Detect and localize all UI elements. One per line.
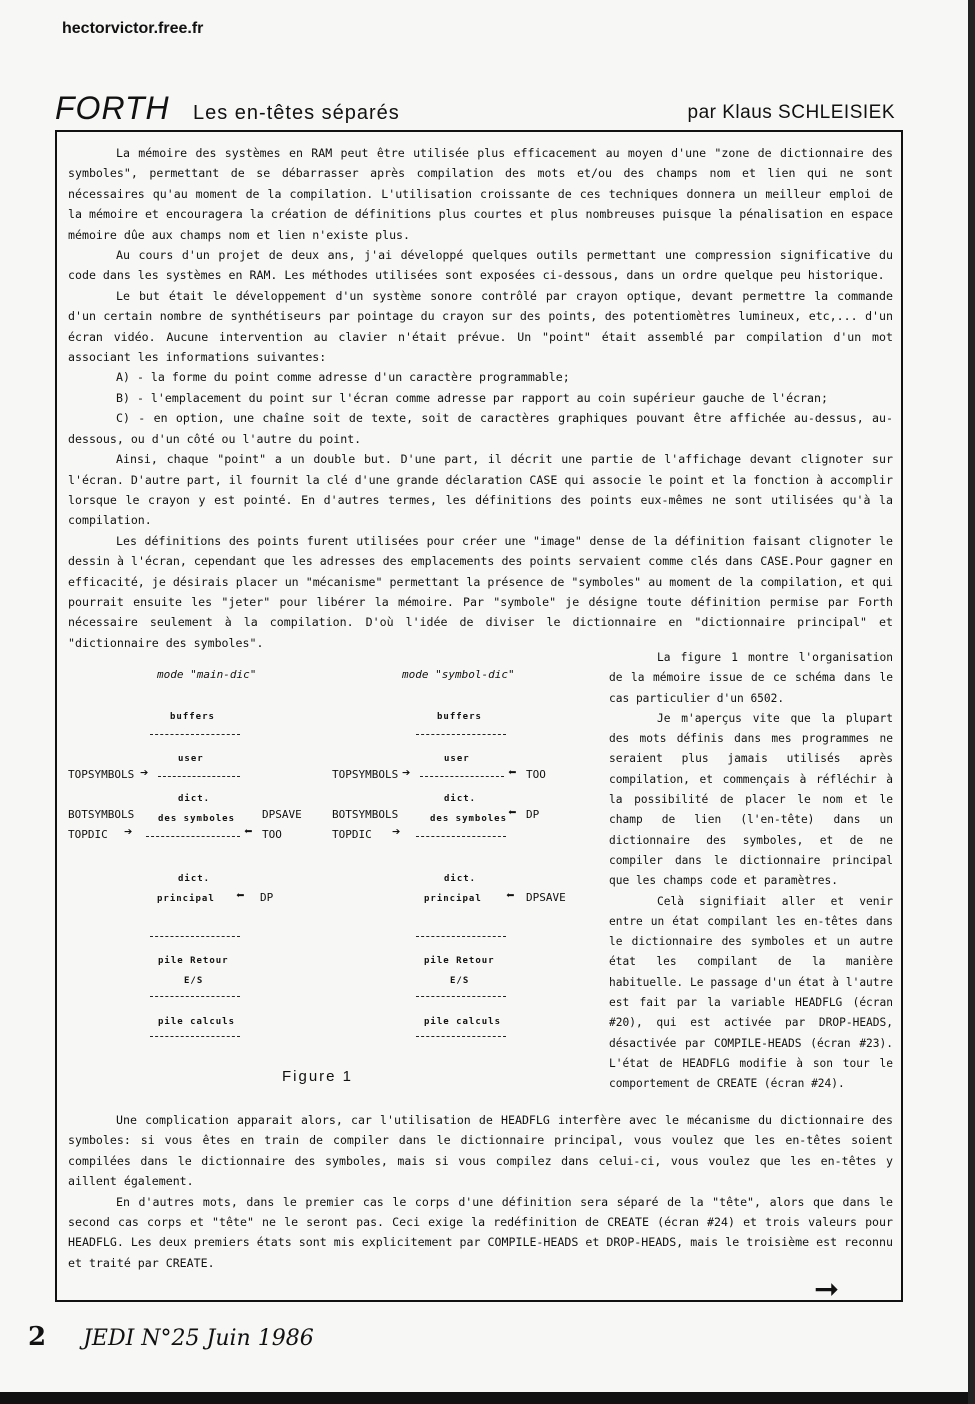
arrow-right-icon: ➔ — [392, 824, 401, 840]
list-item: B) - l'emplacement du point sur l'écran comme adresse par rapport au coin supérieur gauche de l'écran; — [116, 390, 828, 405]
fig-right-des-symboles: des symboles — [430, 814, 508, 824]
fig-left-dict: dict. — [178, 794, 211, 804]
fig-left-botsymbols: BOTSYMBOLS — [68, 808, 135, 821]
fig-left-topsymbols: TOPSYMBOLS — [68, 768, 135, 781]
site-url: hectorvictor.free.fr — [62, 20, 204, 37]
fig-left-dpsave: DPSAVE — [262, 808, 302, 821]
fig-right-pile-calculs: pile calculs — [424, 1017, 502, 1027]
arrow-right-icon: ➔ — [402, 765, 411, 781]
scan-border — [0, 1392, 975, 1404]
fig-left-es: E/S — [184, 976, 204, 986]
paragraph: Je m'aperçus vite que la plupart des mots définis dans mes programmes ne seraient plus jamais utilisés après compilation, et commençais à réfléchir à la possibilité de placer le nom et le champ de lien (l'en-tête) dans un dictionnaire des symboles, et de ne compiler dans le dictionnaire principal que les champs code et paramètres. — [609, 711, 893, 888]
figure-caption: Figure 1 — [282, 1068, 354, 1085]
arrow-left-icon: ⬅ — [506, 888, 515, 904]
arrow-left-icon: ⬅ — [236, 888, 245, 904]
paragraph: La figure 1 montre l'organisation de la mémoire issue de ce schéma dans le cas particulier d'un 6502. — [609, 651, 893, 705]
fig-left-topdic: TOPDIC — [68, 828, 108, 841]
arrow-right-icon: ➔ — [140, 765, 149, 781]
fig-right-buffers: buffers — [437, 712, 482, 722]
paragraph: La mémoire des systèmes en RAM peut être utilisée plus efficacement au moyen d'une "zone de dictionnaire des symboles", permettant de se débarrasser après compilation des mots et/ou des champs nom et lien qui ne sont nécessaires qu'au moment de la compilation. L'utilisation croissante de ces techniques donnera un meilleur emploi de la mémoire et encouragera la création de définitions plus courtes et plus nombreuses puisque la pénalisation en espace mémoire dûe aux champs nom et lien n'existe plus. — [68, 146, 893, 242]
fig-right-topsymbols: TOPSYMBOLS — [332, 768, 399, 781]
arrow-left-icon: ⬅ — [508, 805, 517, 821]
article-subtitle: Les en-têtes séparés — [193, 102, 400, 124]
fig-left-des-symboles: des symboles — [158, 814, 236, 824]
fig-left-too: TOO — [262, 828, 282, 841]
fig-right-mode: mode "symbol-dic" — [402, 668, 515, 681]
arrow-right-icon: ➞ — [814, 1272, 840, 1307]
fig-right-pile-retour: pile Retour — [424, 956, 495, 966]
paragraph: Au cours d'un projet de deux ans, j'ai développé quelques outils permettant une compression significative du code dans les systèmes en RAM. Les méthodes utilisées sont exposées ci-dessous, dans un ordre quelque peu historique. — [68, 248, 893, 283]
fig-left-principal: principal — [157, 894, 215, 904]
paragraph: Les définitions des points furent utilisées pour créer une "image" dense de la définition faisant clignoter le dessin à l'écran, cependant que les adresses des emplacements des points servaient comme clés dans CASE.Pour gagner en efficacité, je désirais placer un "mécanisme" permettant la présence de "symboles" au moment de la compilation, et qui pourrait ensuite les "jeter" pour libérer la mémoire. Par "symbole" je désigne toute définition permise par Forth nécessaire seulement à la compilation. D'où l'idée de diviser le dictionnaire en "dictionnaire principal" et "dictionnaire des symboles". — [68, 533, 893, 650]
list-item: C) - en option, une chaîne soit de texte, soit de caractères graphiques pouvant être affichée au-dessus, au-dessous, ou d'un côté ou l'autre du point. — [68, 411, 893, 446]
article-author: par Klaus SCHLEISIEK — [687, 102, 895, 123]
scan-edge — [968, 0, 975, 1404]
page-number: 2 — [28, 1322, 47, 1352]
fig-left-user: user — [178, 754, 204, 764]
memory-figure — [62, 660, 602, 1100]
fig-right-botsymbols: BOTSYMBOLS — [332, 808, 399, 821]
fig-left-dp: DP — [260, 891, 274, 904]
paragraph: Le but était le développement d'un système sonore contrôlé par crayon optique, devant permettre la commande d'un certain nombre de synthétiseurs par pointage du crayon sur des points, des potentiomètres lumineux, etc,... d'un écran vidéo. Aucune intervention au clavier n'était prévue. Un "point" était assemblé par compilation d'un mot associant les informations suivantes: — [68, 288, 893, 365]
article-body — [68, 143, 893, 653]
article-body-lower — [68, 1110, 893, 1273]
fig-left-buffers: buffers — [170, 712, 215, 722]
paragraph: En d'autres mots, dans le premier cas le corps d'une définition sera séparé de la "tête", alors que dans le second cas corps et "tête" ne le seront pas. Ceci exige la redéfinition de CREATE (écran #24) et trois valeurs pour HEADFLG. Les deux premiers états sont mis explicitement par COMPILE-HEADS et DROP-HEADS, mais le troisième est reconnu et traité par CREATE. — [68, 1194, 893, 1270]
arrow-left-icon: ⬅ — [508, 765, 517, 781]
article-title: FORTH — [55, 90, 170, 126]
fig-left-pile-retour: pile Retour — [158, 956, 229, 966]
paragraph: Ainsi, chaque "point" a un double but. D'une part, il décrit une partie de l'affichage devant clignoter sur l'écran. D'autre part, il fournit la clé d'une grande déclaration CASE qui associe le point et la fonction à accomplir lorsque le crayon y est pointé. En d'autres termes, les définitions des points eux-mêmes ne sont utilisées qu'à la compilation. — [68, 452, 893, 528]
fig-right-dp: DP — [526, 808, 540, 821]
fig-left-pile-calculs: pile calculs — [158, 1017, 236, 1027]
article-header — [55, 90, 895, 130]
fig-right-topdic: TOPDIC — [332, 828, 372, 841]
fig-right-principal: principal — [424, 894, 482, 904]
list-item: A) - la forme du point comme adresse d'un caractère programmable; — [116, 370, 570, 385]
fig-right-dpsave: DPSAVE — [526, 891, 566, 904]
arrow-left-icon: ⬅ — [244, 824, 253, 840]
page-footer — [28, 1322, 314, 1352]
fig-right-dict2: dict. — [444, 874, 477, 884]
fig-right-too: TOO — [526, 768, 546, 781]
issue-line: JEDI N°25 Juin 1986 — [83, 1326, 314, 1351]
fig-left-mode: mode "main-dic" — [157, 668, 257, 681]
paragraph: Une complication apparait alors, car l'utilisation de HEADFLG interfère avec le mécanisme du dictionnaire des symboles: si vous êtes en train de compiler dans le dictionnaire principal, vous voulez que les en-têtes soient compilées dans le dictionnaire des symboles, mais si vous compilez dans celui-ci, vous voulez que les en-têtes y aillent également. — [68, 1113, 893, 1189]
paragraph: Celà signifiait aller et venir entre un état compilant les en-têtes dans le dictionnaire des symboles et un autre état les compilant de la manière habituelle. Le passage d'un état à l'autre est fait par la variable HEADFLG (écran #20), qui est activée par DROP-HEADS, désactivée par COMPILE-HEADS (écran #23). L'état de HEADFLG modifie à son tour le comportement de CREATE (écran #24). — [609, 894, 893, 1091]
fig-right-es: E/S — [450, 976, 470, 986]
fig-left-dict2: dict. — [178, 874, 211, 884]
side-column — [609, 648, 893, 1095]
arrow-right-icon: ➔ — [124, 824, 133, 840]
fig-right-user: user — [444, 754, 470, 764]
fig-right-dict: dict. — [444, 794, 477, 804]
